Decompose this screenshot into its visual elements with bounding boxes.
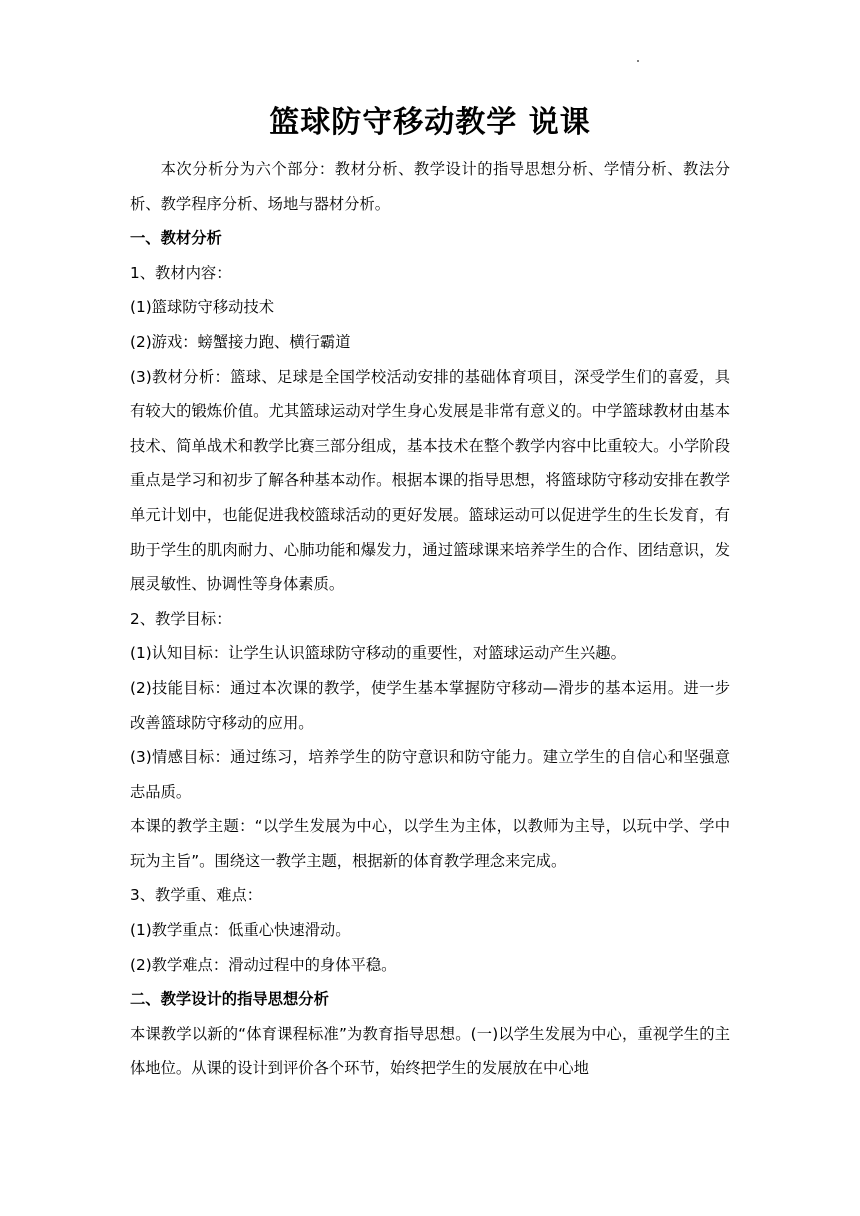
subheading-teaching-goals: 2、教学目标：: [130, 609, 232, 628]
paragraph-teaching-theme: 本课的教学主题：“以学生发展为中心，以学生为主体，以教师为主导，以玩中学、学中玩为主旨”。围绕这一教学主题，根据新的体育教学理念来完成。: [130, 817, 730, 870]
document-page: [130, 100, 730, 1086]
document-body: [130, 152, 730, 1086]
header-dot: [637, 60, 639, 62]
document-title: 篮球防守移动教学 说课: [269, 105, 591, 140]
key-point-difficulty: (2)教学难点：滑动过程中的身体平稳。: [130, 955, 397, 974]
key-point-focus: (1)教学重点：低重心快速滑动。: [130, 921, 351, 940]
section-heading-textbook-analysis: 一、教材分析: [130, 229, 222, 248]
goal-cognitive: (1)认知目标：让学生认识篮球防守移动的重要性，对篮球运动产生兴趣。: [130, 644, 626, 663]
paragraph-textbook-analysis: (3)教材分析：篮球、足球是全国学校活动安排的基础体育项目，深受学生们的喜爱，具有较大的锻炼价值。尤其篮球运动对学生身心发展是非常有意义的。中学篮球教材由基本技术、简单战术和教学比赛三部分组成，基本技术在整个教学内容中比重较大。小学阶段重点是学习和初步了解各种基本动作。根据本课的指导思想，将篮球防守移动安排在教学单元计划中，也能促进我校篮球活动的更好发展。篮球运动可以促进学生的生长发育，有助于学生的肌肉耐力、心肺功能和爆发力，通过篮球课来培养学生的合作、团结意识，发展灵敏性、协调性等身体素质。: [130, 367, 730, 594]
subheading-key-points: 3、教学重、难点：: [130, 886, 263, 905]
goal-skill: (2)技能目标：通过本次课的教学，使学生基本掌握防守移动—滑步的基本运用。进一步改善篮球防守移动的应用。: [130, 678, 730, 732]
paragraph-guiding-ideology: 本课教学以新的“体育课程标准”为教育指导思想。(一)以学生发展为中心，重视学生的主体地位。从课的设计到评价各个环节，始终把学生的发展放在中心地: [130, 1024, 730, 1078]
intro-paragraph: 本次分析分为六个部分：教材分析、教学设计的指导思想分析、学情分析、教法分析、教学程序分析、场地与器材分析。: [130, 160, 730, 213]
subheading-textbook-content: 1、教材内容：: [130, 263, 232, 282]
list-item-defense-technique: (1)篮球防守移动技术: [130, 298, 275, 317]
goal-emotional: (3)情感目标：通过练习，培养学生的防守意识和防守能力。建立学生的自信心和坚强意志品质。: [130, 748, 730, 801]
list-item-games: (2)游戏：螃蟹接力跑、横行霸道: [130, 332, 351, 351]
section-heading-guiding-ideology: 二、教学设计的指导思想分析: [130, 990, 329, 1009]
